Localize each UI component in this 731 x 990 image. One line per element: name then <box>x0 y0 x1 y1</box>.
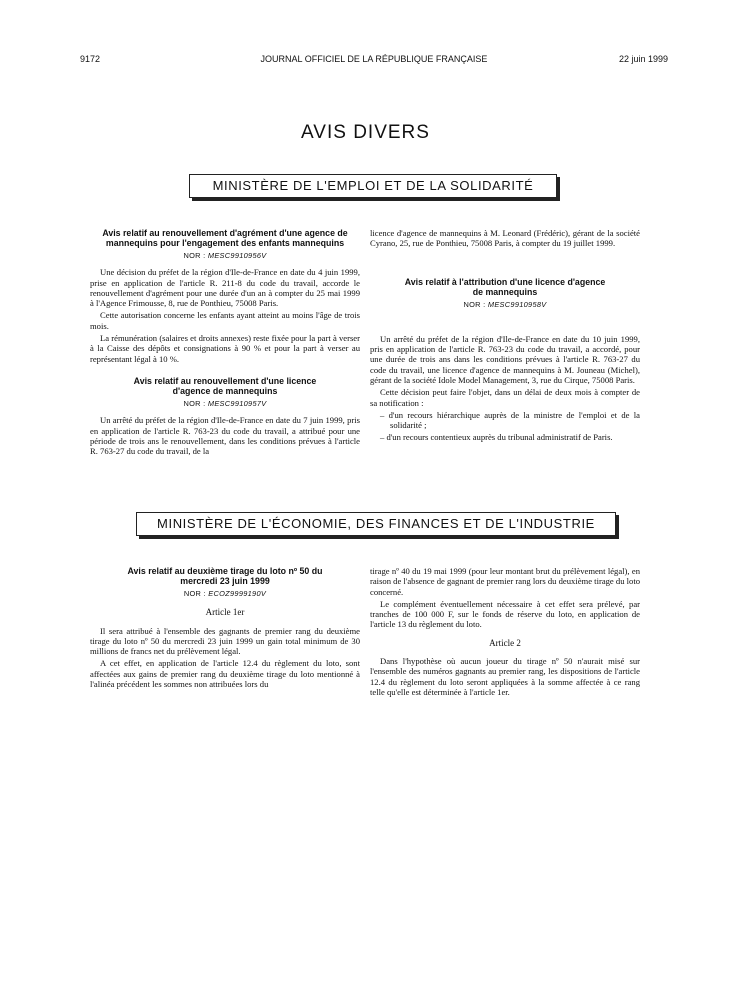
nor-code: MESC9910957V <box>207 398 267 408</box>
paragraph-continued: tirage nº 40 du 19 mai 1999 (pour leur montant brut du prélèvement légal), en raison de l'absence de gagnant de premier rang lors du deuxième tirage du loto concerné. <box>370 566 641 597</box>
column-left-1 <box>90 228 360 458</box>
article-heading: Article 2 <box>489 637 521 648</box>
issue-date: 22 juin 1999 <box>618 54 668 64</box>
list-item: – d'un recours hiérarchique auprès de la ministre de l'emploi et de la solidarité ; <box>380 409 640 431</box>
paragraph: Un arrêté du préfet de la région d'Ile-de-France en date du 7 juin 1999, pris en application de l'article R. 763-23 du code du travail, a attribué pour une période de trois ans le renouvellement, dans les conditions prévues à l'article R. 763-27 du code du travail, de la <box>90 415 360 457</box>
column-left-2 <box>90 566 360 691</box>
recours-list <box>370 410 640 442</box>
nor-label: NOR : <box>183 589 206 598</box>
article-heading: Article 1er <box>205 607 245 618</box>
paragraph: Le complément éventuellement nécessaire à cet effet sera prélevé, par tranches de 100 000 F, sur le fonds de réserve du loto, en application de l'article 13 du règlement du loto. <box>370 598 640 630</box>
paragraph: Une décision du préfet de la région d'Ile-de-France en date du 4 juin 1999, prise en application de l'article R. 211-8 du code du travail, accorde le renouvellement d'agrément pour une durée d'un an à compter du 25 mai 1999 à l'Agence Frimousse, 8, rue de Ponthieu, 75008 Paris. <box>90 267 360 309</box>
nor-label: NOR : <box>463 299 486 309</box>
nor-label: NOR : <box>183 398 206 408</box>
list-item: – d'un recours contentieux auprès du tribunal administratif de Paris. <box>380 431 613 442</box>
paragraph: Il sera attribué à l'ensemble des gagnants de premier rang du deuxième tirage du loto nº 50 du mercredi 23 juin 1999 un gain total minimum de 30 millions de francs net du prélèvement légal. <box>90 625 360 657</box>
avis-heading: Avis relatif au deuxième tirage du loto nº 50 du mercredi 23 juin 1999 <box>127 566 323 586</box>
paragraph: Un arrêté du préfet de la région d'Ile-de-France en date du 10 juin 1999, pris en application de l'article R. 763-23 du code du travail, a accordé, pour une durée de trois ans dans les conditions prévues à l'article R. 763-27 du code du travail, une licence d'agence de mannequins à M. Jouneau (Michel), gérant de la société Idole Model Management, 3, rue du Cirque, 75008 Paris. <box>370 333 640 386</box>
paragraph-continued: licence d'agence de mannequins à M. Leonard (Frédéric), gérant de la société Cyrano, 25, rue de Ponthieu, 75008 Paris, à compter du 19 juillet 1999. <box>370 228 640 249</box>
nor-code: MESC9910958V <box>487 299 547 309</box>
avis-heading: Avis relatif au renouvellement d'une licence d'agence de mannequins <box>133 375 317 396</box>
column-right-2 <box>370 566 640 699</box>
nor-reference <box>90 589 360 599</box>
ministry-heading-emploi: MINISTÈRE DE L'EMPLOI ET DE LA SOLIDARITÉ <box>189 174 557 198</box>
nor-reference <box>90 251 360 261</box>
nor-code: ECOZ9999190V <box>208 589 267 598</box>
nor-reference <box>90 399 360 409</box>
journal-title: JOURNAL OFFICIEL DE LA RÉPUBLIQUE FRANÇAISE <box>260 54 488 64</box>
ministry-heading-economie: MINISTÈRE DE L'ÉCONOMIE, DES FINANCES ET DE L'INDUSTRIE <box>136 512 616 536</box>
paragraph: La rémunération (salaires et droits annexes) reste fixée pour la part à verser à la Caisse des dépôts et consignations à 90 % et pour la part à verser au représentant légal à 10 %. <box>90 333 360 364</box>
paragraph: A cet effet, en application de l'article 12.4 du règlement du loto, sont affectées aux gains de premier rang du deuxième tirage du loto mentionné à l'alinéa précédent les sommes non attribuées lors du <box>90 658 360 690</box>
column-right-1 <box>370 228 640 443</box>
avis-heading: Avis relatif à l'attribution d'une licence d'agence de mannequins <box>404 276 606 297</box>
nor-reference <box>370 300 640 310</box>
nor-code: MESC9910956V <box>207 251 267 260</box>
avis-heading: Avis relatif au renouvellement d'agrément d'une agence de mannequins pour l'engagement des enfants mannequins <box>102 228 348 248</box>
paragraph: Cette autorisation concerne les enfants ayant atteint au moins l'âge de trois mois. <box>90 310 360 331</box>
paragraph: Dans l'hypothèse où aucun joueur du tirage nº 50 n'aurait misé sur l'ensemble des numéros gagnants au premier rang, les dispositions de l'article 12.4 du règlement du loto seront appliquées à la somme affectée à ce rang telle qu'elle est déterminée à l'article 1er. <box>370 656 640 697</box>
page-title: AVIS DIVERS <box>301 122 430 143</box>
paragraph: Cette décision peut faire l'objet, dans un délai de deux mois à compter de sa notification : <box>370 387 640 408</box>
page-header <box>80 54 668 68</box>
page-number: 9172 <box>80 54 101 64</box>
nor-label: NOR : <box>183 251 206 260</box>
